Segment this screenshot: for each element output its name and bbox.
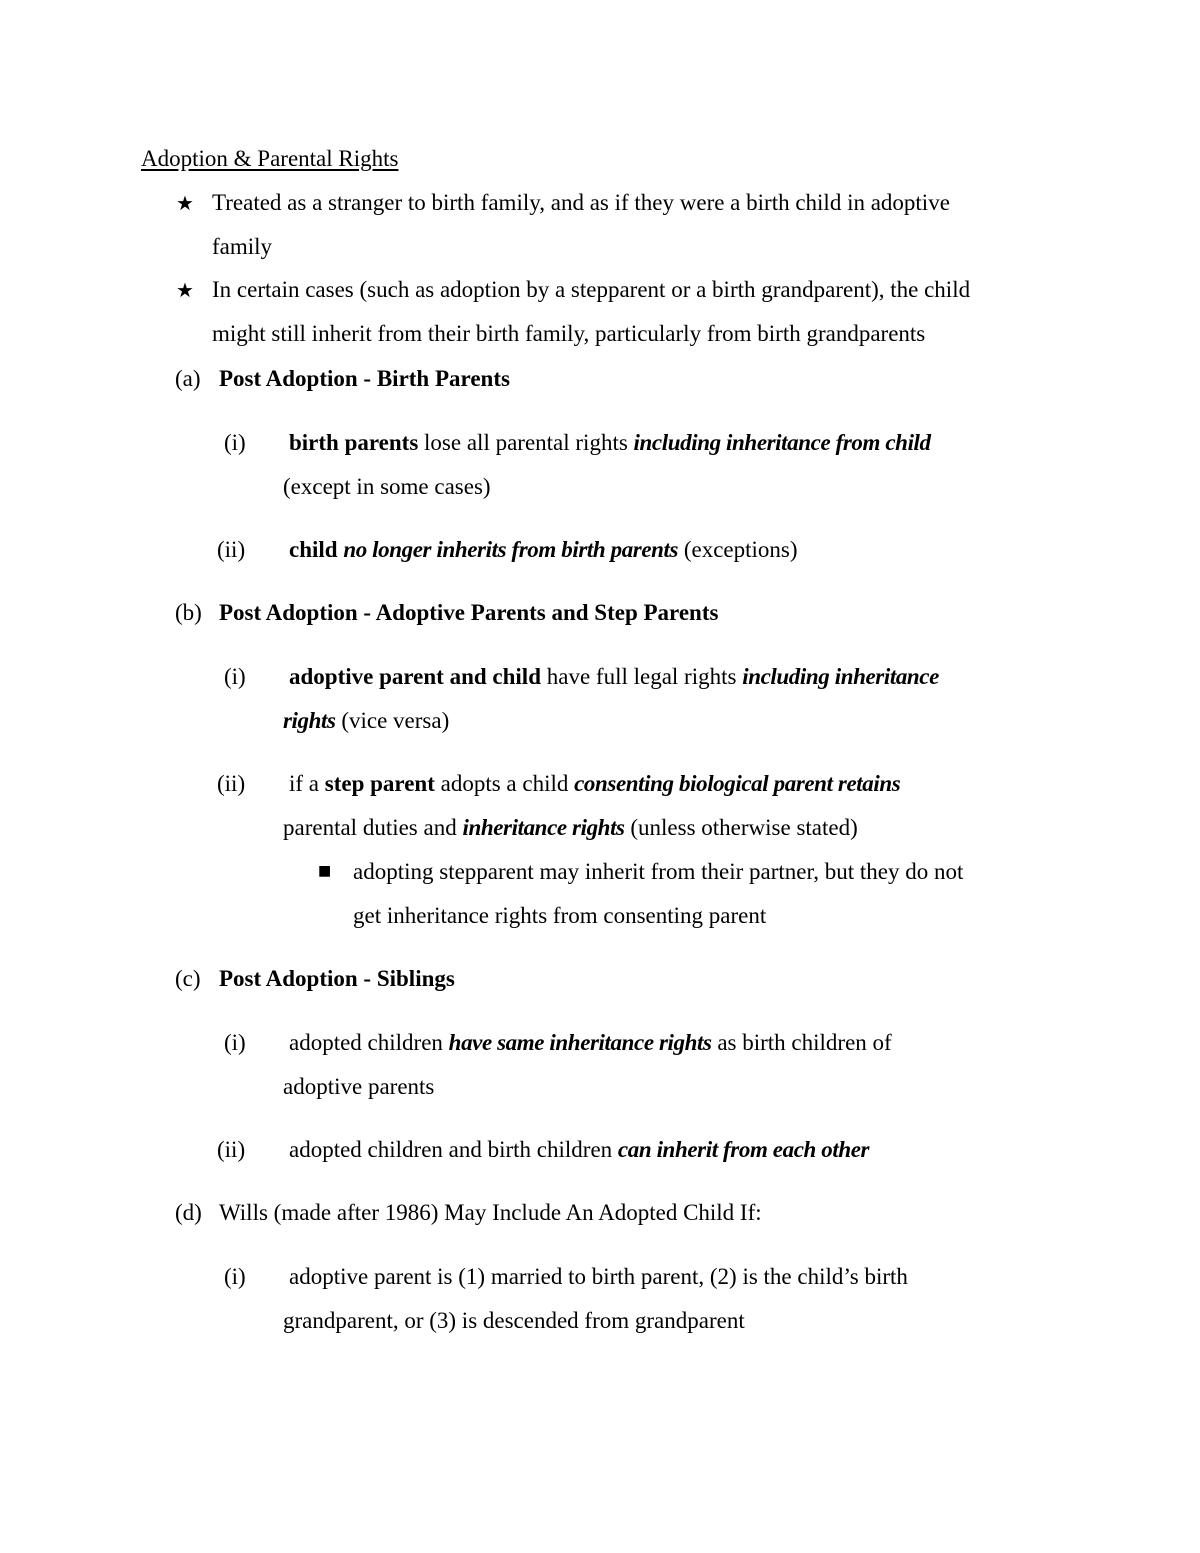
body-text: (vice versa) xyxy=(335,708,450,733)
body-text: adoptive parents xyxy=(283,1074,435,1099)
intro-bullet-2-line-1: In certain cases (such as adoption by a stepparent or a birth grandparent), the child xyxy=(212,277,971,302)
item-line xyxy=(289,538,798,561)
item-number: (i) xyxy=(224,1030,246,1055)
item-line xyxy=(283,1309,745,1332)
item-number: (i) xyxy=(224,664,246,689)
body-text: (except in some cases) xyxy=(283,474,491,499)
section-heading-c: Post Adoption - Siblings xyxy=(219,966,455,991)
item-number: (ii) xyxy=(217,1137,246,1162)
star-icon: ★ xyxy=(176,191,194,215)
emphasis-text: can inherit from each other xyxy=(617,1137,870,1162)
body-text: parental duties and xyxy=(283,815,463,840)
item-line xyxy=(289,1265,908,1288)
bold-text: birth parents xyxy=(289,430,419,455)
emphasis-text: rights xyxy=(283,708,336,733)
emphasis-text: no longer inherits from birth parents xyxy=(343,537,679,562)
item-line xyxy=(289,431,931,454)
body-text: if a xyxy=(289,771,325,796)
item-line xyxy=(289,1138,869,1161)
emphasis-text: including inheritance from child xyxy=(633,430,931,455)
emphasis-text: consenting biological parent retains xyxy=(574,771,901,796)
body-text: (exceptions) xyxy=(678,537,798,562)
bold-text: step parent xyxy=(324,771,435,796)
bold-text: adoptive parent and child xyxy=(289,664,541,689)
body-text: as birth children of xyxy=(711,1030,892,1055)
page-title: Adoption & Parental Rights xyxy=(141,146,399,171)
section-label-d: (d) xyxy=(175,1200,202,1225)
body-text: have full legal rights xyxy=(541,664,743,689)
body-text: adopted children xyxy=(289,1030,449,1055)
body-text: lose all parental rights xyxy=(418,430,634,455)
item-number: (ii) xyxy=(217,537,246,562)
section-heading-a: Post Adoption - Birth Parents xyxy=(219,366,510,391)
intro-bullet-2-line-2: might still inherit from their birth family, particularly from birth grandparents xyxy=(212,321,926,346)
item-line xyxy=(283,1075,434,1098)
body-text: (unless otherwise stated) xyxy=(624,815,858,840)
body-text: adopted children and birth children xyxy=(289,1137,618,1162)
item-number: (ii) xyxy=(217,771,246,796)
item-line xyxy=(289,665,939,688)
section-label-c: (c) xyxy=(175,966,201,991)
item-line xyxy=(283,709,449,732)
body-text: adoptive parent is (1) married to birth parent, (2) is the child’s birth xyxy=(289,1264,908,1289)
bold-text: child xyxy=(289,537,338,562)
section-label-a: (a) xyxy=(175,366,201,391)
item-number: (i) xyxy=(224,430,246,455)
sub-bullet-line-2: get inheritance rights from consenting parent xyxy=(353,903,767,928)
item-line xyxy=(289,772,900,795)
emphasis-text: inheritance rights xyxy=(462,815,625,840)
item-number: (i) xyxy=(224,1264,246,1289)
item-line xyxy=(283,816,858,839)
intro-bullet-1-line-2: family xyxy=(212,234,273,259)
section-heading-d: Wills (made after 1986) May Include An Adopted Child If: xyxy=(219,1200,762,1225)
square-bullet-icon: ■ xyxy=(318,863,332,879)
emphasis-text: including inheritance xyxy=(742,664,939,689)
item-line xyxy=(289,1031,892,1054)
intro-bullet-1-line-1: Treated as a stranger to birth family, and as if they were a birth child in adoptive xyxy=(212,190,950,215)
section-label-b: (b) xyxy=(175,600,202,625)
sub-bullet-line-1: adopting stepparent may inherit from their partner, but they do not xyxy=(353,859,964,884)
body-text: adopts a child xyxy=(434,771,575,796)
section-heading-b: Post Adoption - Adoptive Parents and Step Parents xyxy=(219,600,719,625)
body-text: grandparent, or (3) is descended from grandparent xyxy=(283,1308,745,1333)
item-line xyxy=(283,475,491,498)
emphasis-text: have same inheritance rights xyxy=(448,1030,712,1055)
star-icon: ★ xyxy=(176,278,194,302)
